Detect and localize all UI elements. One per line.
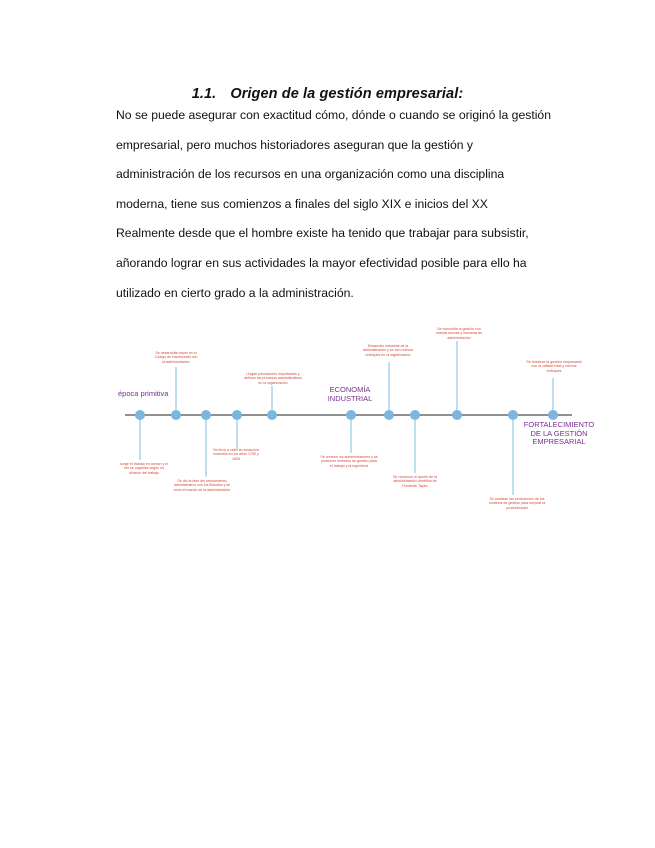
- timeline-node: [384, 410, 394, 420]
- timeline-note: Llegan pensadores importantes y definen los procesos administrativos en la organización: [244, 372, 302, 385]
- timeline-note: Se dio la fase del pensamiento administrativo con los filósofos y se tomó el mando de la administración: [173, 479, 231, 492]
- section-number: 1.1.: [191, 86, 217, 102]
- paragraph-line: empresarial, pero muchos historiadores aseguran que la gestión y: [116, 137, 474, 152]
- timeline-graphic: [0, 310, 655, 520]
- paragraph-line: utilizado en cierto grado a la administración.: [116, 285, 354, 300]
- paragraph-line: No se puede asegurar con exactitud cómo, dónde o cuando se originó la gestión: [116, 108, 551, 122]
- timeline-note: Se desarrollan leyes en el Código de Hammurabi con la administración: [154, 351, 198, 364]
- paragraph-line: administración de los recursos en una organización como una disciplina: [116, 167, 505, 182]
- timeline-note: Se analizan las evoluciones de los modelos de gestión para mejorar la productividad: [488, 497, 546, 510]
- era-label-middle: ECONOMÍA INDUSTRIAL: [327, 385, 373, 403]
- timeline-node: [452, 410, 462, 420]
- timeline-note: Se reconoce el aporte de la administración científica de Frederick Taylor: [393, 475, 437, 488]
- era-label-start: época primitiva: [118, 389, 169, 398]
- timeline-figure: [0, 310, 655, 520]
- body-paragraph: [116, 101, 586, 308]
- timeline-node: [201, 410, 211, 420]
- timeline-node: [267, 410, 277, 420]
- timeline-node: [232, 410, 242, 420]
- section-heading: [0, 86, 655, 102]
- timeline-node: [171, 410, 181, 420]
- timeline-note: Se consolida la gestión con nuevas teorías y escuelas de administración: [435, 327, 483, 340]
- timeline-note: Desarrollo industrial de la administración y se ven nuevos enfoques en la organización: [362, 344, 414, 357]
- timeline-note: Se llevó a cabo la revolución industrial en los años 1750 y 1830: [213, 448, 259, 461]
- paragraph-line: moderna, tiene sus comienzos a finales del siglo XIX e inicios del XX: [116, 196, 488, 211]
- timeline-node: [548, 410, 558, 420]
- timeline-node: [410, 410, 420, 420]
- timeline-note: Se crearon los administradores y se producen métodos de gestión para el trabajo y la ingeniería: [320, 455, 378, 468]
- section-title: Origen de la gestión empresarial:: [230, 86, 464, 102]
- era-label-end: FORTALECIMIENTO DE LA GESTIÓN EMPRESARIAL: [523, 420, 595, 446]
- paragraph-line: añorando lograr en sus actividades la mayor efectividad posible para ello ha: [116, 255, 527, 270]
- timeline-note: surge el trabajo en común y el ser se organiza según su división del trabajo: [119, 462, 169, 475]
- timeline-node: [135, 410, 145, 420]
- timeline-node: [346, 410, 356, 420]
- timeline-note: Se fortalece la gestión empresarial con la calidad total y nuevos enfoques: [526, 360, 582, 373]
- paragraph-line: Realmente desde que el hombre existe ha tenido que trabajar para subsistir,: [116, 226, 529, 241]
- timeline-node: [508, 410, 518, 420]
